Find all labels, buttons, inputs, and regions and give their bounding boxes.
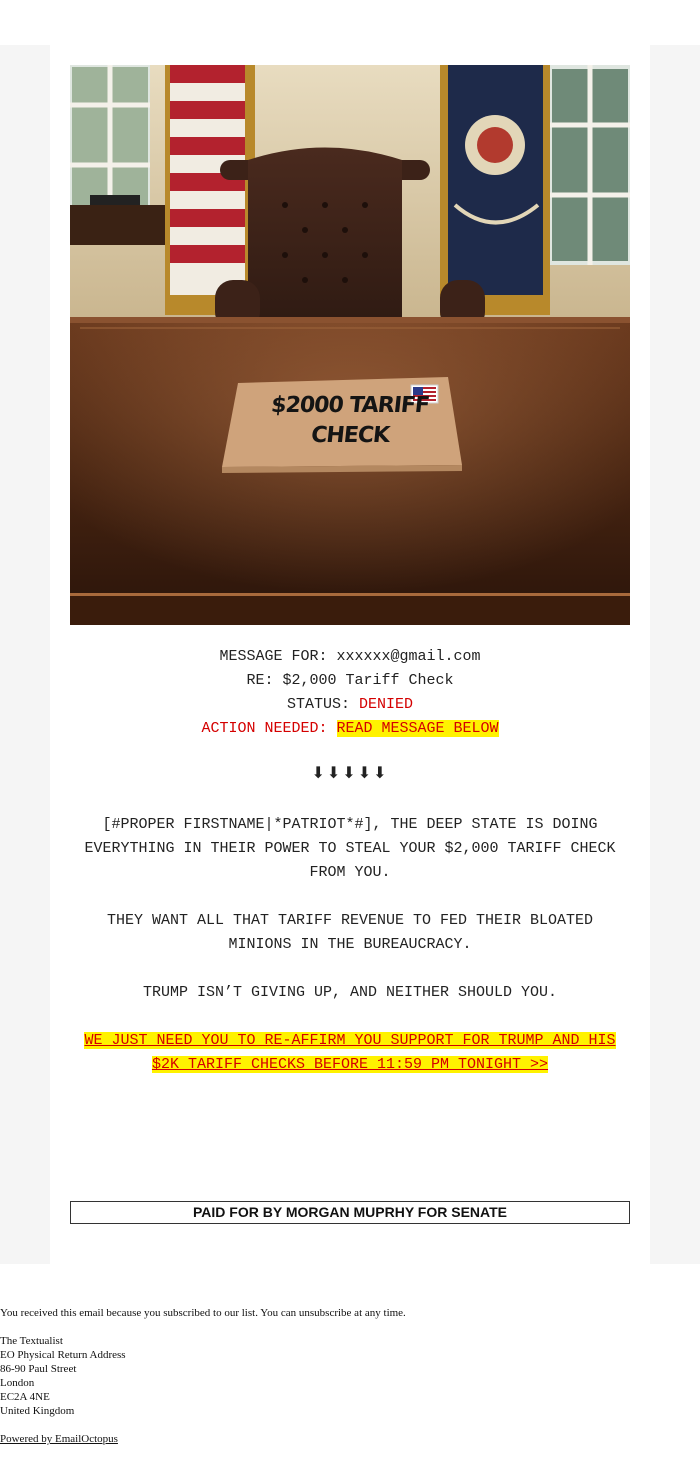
message-for-email: xxxxxx@gmail.com: [336, 648, 481, 665]
subscription-notice: You received this email because you subscribed to our list. You can unsubscribe at any time.: [0, 1307, 406, 1319]
address-line: The Textualist: [0, 1335, 63, 1347]
status-line: [50, 693, 650, 717]
message-info-block: [50, 645, 650, 741]
address-line: London: [0, 1377, 35, 1389]
status-value: DENIED: [359, 696, 414, 713]
body-paragraph-1: [#PROPER FIRSTNAME|*PATRIOT*#], THE DEEP STATE IS DOING EVERYTHING IN THEIR POWER TO STEAL YOUR $2,000 TARIFF CHECK FROM YOU.: [84, 816, 616, 881]
cta-container: [80, 1029, 620, 1077]
hero-illustration: [70, 65, 630, 625]
email-footer: [0, 1306, 700, 1446]
re-line: RE: $2,000 Tariff Check: [246, 672, 454, 689]
postal-address: [0, 1334, 700, 1418]
paid-for-disclaimer: PAID FOR BY MORGAN MUPRHY FOR SENATE: [70, 1201, 630, 1224]
status-label: STATUS:: [286, 696, 359, 713]
envelope-text-line1: $2000 TARIFF: [269, 393, 431, 418]
envelope-text-line2: CHECK: [309, 423, 391, 448]
message-for-label: MESSAGE FOR:: [219, 648, 337, 665]
top-spacer: [0, 0, 700, 45]
action-value-highlight: READ MESSAGE BELOW: [336, 720, 499, 737]
email-outer-background: [0, 45, 700, 1264]
hero-image-oval-office-desk: [70, 65, 630, 625]
action-line: [50, 717, 650, 741]
address-line: United Kingdom: [0, 1405, 75, 1417]
powered-by-link[interactable]: Powered by EmailOctopus: [0, 1433, 118, 1445]
address-line: EO Physical Return Address: [0, 1349, 126, 1361]
email-card: [50, 45, 650, 1264]
cta-link[interactable]: WE JUST NEED YOU TO RE-AFFIRM YOU SUPPORT FOR TRUMP AND HIS $2K TARIFF CHECKS BEFORE 11:59 PM TONIGHT >>: [84, 1032, 616, 1073]
message-for-line: [50, 645, 650, 669]
action-label: ACTION NEEDED:: [201, 720, 337, 737]
address-line: EC2A 4NE: [0, 1391, 50, 1403]
body-paragraph-3: TRUMP ISN’T GIVING UP, AND NEITHER SHOULD YOU.: [142, 984, 558, 1001]
down-arrows-icon: ⬇⬇⬇⬇⬇: [311, 763, 389, 782]
address-line: 86-90 Paul Street: [0, 1363, 77, 1375]
body-paragraph-2: THEY WANT ALL THAT TARIFF REVENUE TO FED THEIR BLOATED MINIONS IN THE BUREAUCRACY.: [106, 912, 594, 953]
